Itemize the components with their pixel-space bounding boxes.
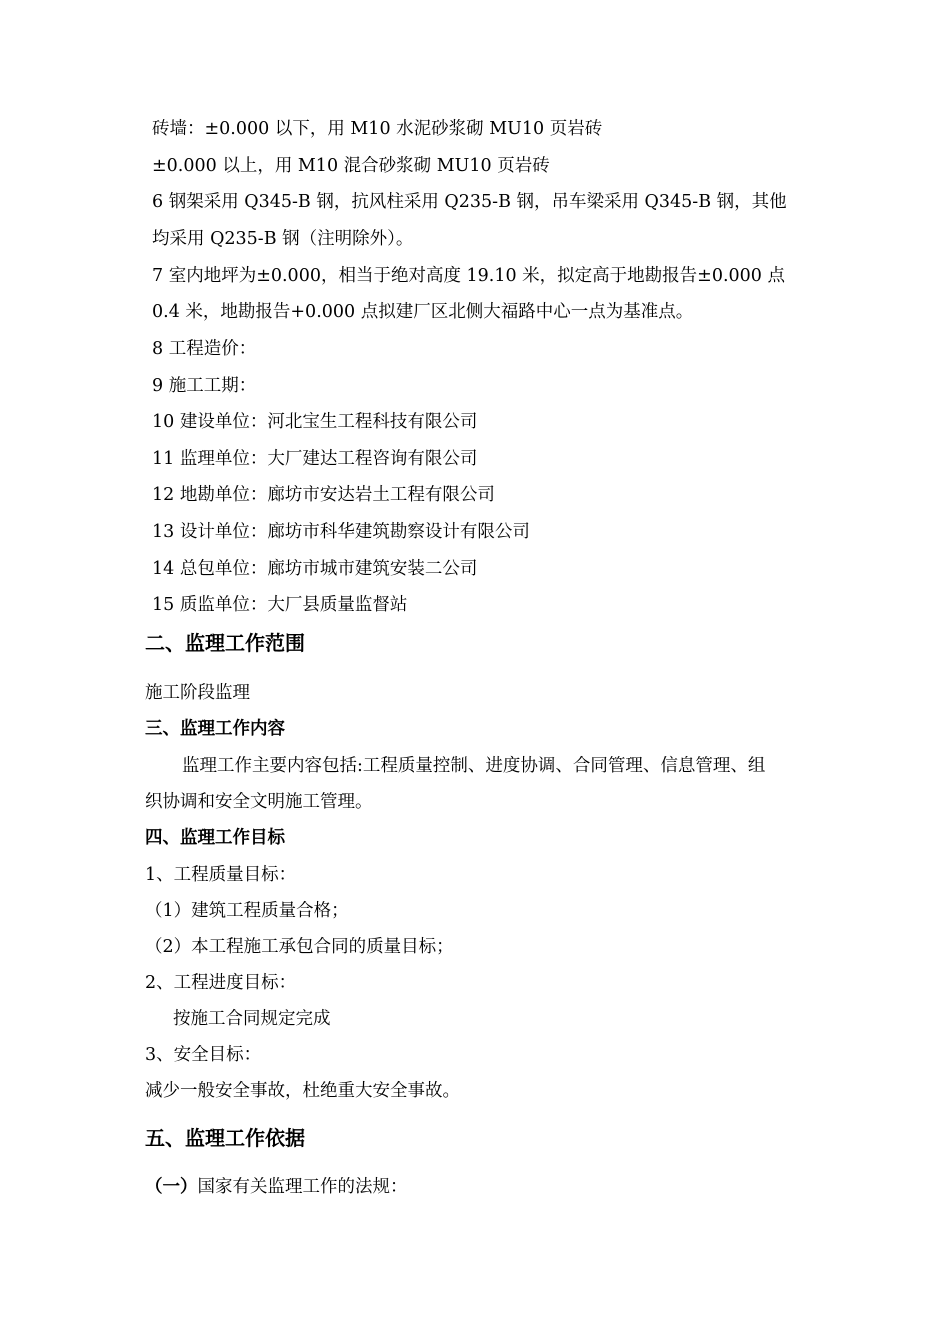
section-body: 监理工作主要内容包括:工程质量控制、进度协调、合同管理、信息管理、组 [182,756,766,776]
text-line: 12 地勘单位：廊坊市安达岩土工程有限公司 [152,485,495,505]
subsection-heading [145,1175,408,1199]
goal-heading: 2、工程进度目标： [145,973,297,993]
subsection-text: 国家有关监理工作的法规： [197,1177,408,1197]
text-line: 9 施工工期： [152,376,257,396]
subsection-number: （一） [145,1177,198,1197]
text-line: ±0.000 以上，用 M10 混合砂浆砌 MU10 页岩砖 [152,156,550,176]
goal-item: 按施工合同规定完成 [173,1009,331,1029]
section-body: 施工阶段监理 [145,683,250,703]
goal-item: （1）建筑工程质量合格； [145,901,349,921]
section-heading: 四、监理工作目标 [145,828,285,848]
text-line: 11 监理单位：大厂建达工程咨询有限公司 [152,449,478,469]
section-heading: 五、监理工作依据 [145,1126,305,1150]
text-line: 砖墙：±0.000 以下，用 M10 水泥砂浆砌 MU10 页岩砖 [152,119,603,139]
text-line: 8 工程造价： [152,339,257,359]
section-heading: 三、监理工作内容 [145,719,285,739]
text-line: 10 建设单位：河北宝生工程科技有限公司 [152,412,478,432]
section-body: 织协调和安全文明施工管理。 [145,792,373,812]
goal-item: 减少一般安全事故，杜绝重大安全事故。 [145,1081,460,1101]
text-line: 14 总包单位：廊坊市城市建筑安装二公司 [152,559,478,579]
text-line: 6 钢架采用 Q345-B 钢，抗风柱采用 Q235-B 钢，吊车梁采用 Q345-B 钢，其他 [152,192,787,212]
goal-item: （2）本工程施工承包合同的质量目标； [145,937,454,957]
text-line: 15 质监单位：大厂县质量监督站 [152,595,408,615]
goal-heading: 1、工程质量目标： [145,865,297,885]
text-line: 均采用 Q235-B 钢（注明除外）。 [152,229,414,249]
text-line: 0.4 米，地勘报告+0.000 点拟建厂区北侧大福路中心一点为基准点。 [152,302,694,322]
text-line: 13 设计单位：廊坊市科华建筑勘察设计有限公司 [152,522,530,542]
goal-heading: 3、安全目标： [145,1045,262,1065]
text-line: 7 室内地坪为±0.000，相当于绝对高度 19.10 米，拟定高于地勘报告±0.000 点 [152,266,786,286]
section-heading: 二、监理工作范围 [145,631,305,655]
